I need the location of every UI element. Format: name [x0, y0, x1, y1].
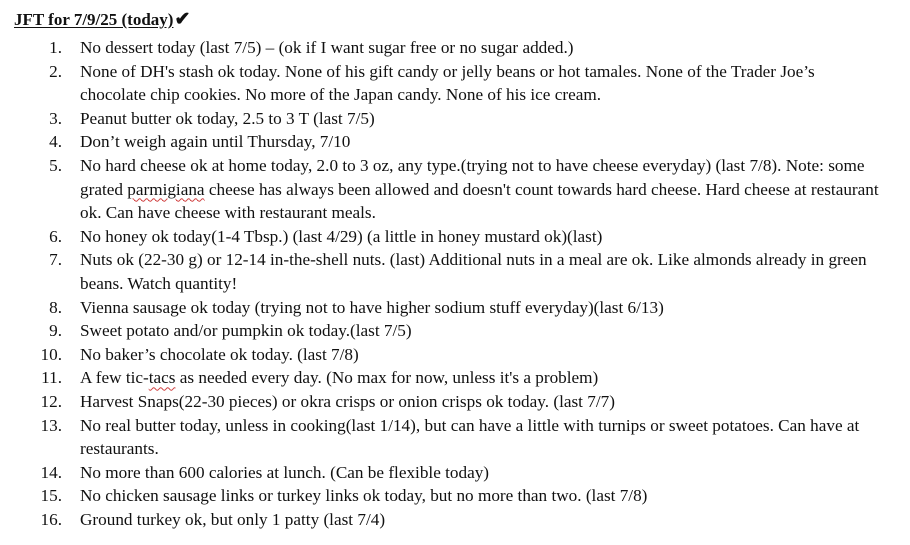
list-item [0, 461, 880, 485]
list-item [0, 414, 880, 461]
spellcheck-flagged-word: parmigiana [127, 179, 205, 199]
item-text: No more than 600 calories at lunch. (Can be flexible today) [80, 462, 490, 482]
list-item [0, 225, 880, 249]
item-number: 3. [49, 108, 62, 128]
numbered-list [0, 36, 900, 531]
item-number: 6. [49, 226, 62, 246]
list-item [0, 36, 880, 60]
item-text: Sweet potato and/or pumpkin ok today.(last 7/5) [80, 321, 412, 341]
item-number: 1. [49, 38, 62, 57]
item-text: None of DH's stash ok today. None of his gift candy or jelly beans or hot tamales. None of the Trader Joe’s chocolate chip cookies. No more of the Japan candy. None of his ice cream. [80, 61, 815, 105]
list-item [0, 130, 880, 154]
item-text: Peanut butter ok today, 2.5 to 3 T (last 7/5) [80, 108, 375, 128]
item-text: Vienna sausage ok today (trying not to have higher sodium stuff everyday)(last 6/13) [80, 297, 664, 317]
item-text: No chicken sausage links or turkey links ok today, but no more than two. (last 7/8) [80, 486, 648, 506]
item-text-after: cheese has always been allowed and doesn't count towards hard cheese. Hard cheese at restaurant ok. Can have cheese with restaurant meals. [80, 179, 879, 223]
item-text: Don’t weigh again until Thursday, 7/10 [80, 132, 351, 152]
list-item [0, 296, 880, 320]
list-item [0, 248, 880, 295]
list-item [0, 60, 880, 107]
list-item [0, 343, 880, 367]
item-number: 15. [40, 486, 62, 506]
item-number: 2. [49, 61, 62, 81]
list-item [0, 107, 880, 131]
item-text: No dessert today (last 7/5) – (ok if I want sugar free or no sugar added.) [80, 38, 574, 57]
list-item [0, 508, 880, 532]
item-number: 12. [40, 391, 62, 411]
item-number: 16. [40, 509, 62, 529]
document-title [14, 9, 190, 31]
item-text-before: A few tic- [80, 368, 149, 388]
item-number: 7. [49, 250, 62, 270]
item-number: 8. [49, 297, 62, 317]
list-item [0, 484, 880, 508]
list-item [0, 319, 880, 343]
item-text-after: as needed every day. (No max for now, unless it's a problem) [175, 368, 599, 388]
item-text: Ground turkey ok, but only 1 patty (last 7/4) [80, 509, 386, 529]
item-text: Nuts ok (22-30 g) or 12-14 in-the-shell nuts. (last) Additional nuts in a meal are ok. Like almonds already in green beans. Watch quantity! [80, 250, 867, 293]
item-number: 10. [40, 344, 62, 364]
list-item [0, 154, 880, 225]
item-text-before: No hard cheese ok at home today, 2.0 to 3 oz, any type.(trying not to have cheese everyday) (last 7/8). Note: some grated [80, 155, 865, 199]
item-text: Harvest Snaps(22-30 pieces) or okra crisps or onion crisps ok today. (last 7/7) [80, 391, 615, 411]
spellcheck-flagged-word: tacs [148, 368, 176, 388]
item-number: 5. [49, 155, 62, 175]
item-text: No baker’s chocolate ok today. (last 7/8) [80, 344, 359, 364]
item-number: 14. [40, 462, 62, 482]
item-number: 11. [41, 368, 62, 388]
list-item [0, 366, 880, 390]
item-number: 9. [49, 321, 62, 341]
check-mark-icon: ✔ [174, 9, 191, 30]
item-number: 13. [40, 415, 62, 435]
item-number: 4. [49, 132, 62, 152]
item-text: No honey ok today(1-4 Tbsp.) (last 4/29) (a little in honey mustard ok)(last) [80, 226, 603, 246]
title-text: JFT for 7/9/25 (today) [14, 10, 174, 29]
list-item [0, 390, 880, 414]
item-text: No real butter today, unless in cooking(last 1/14), but can have a little with turnips or sweet potatoes. Can have at restaurants. [80, 415, 860, 459]
